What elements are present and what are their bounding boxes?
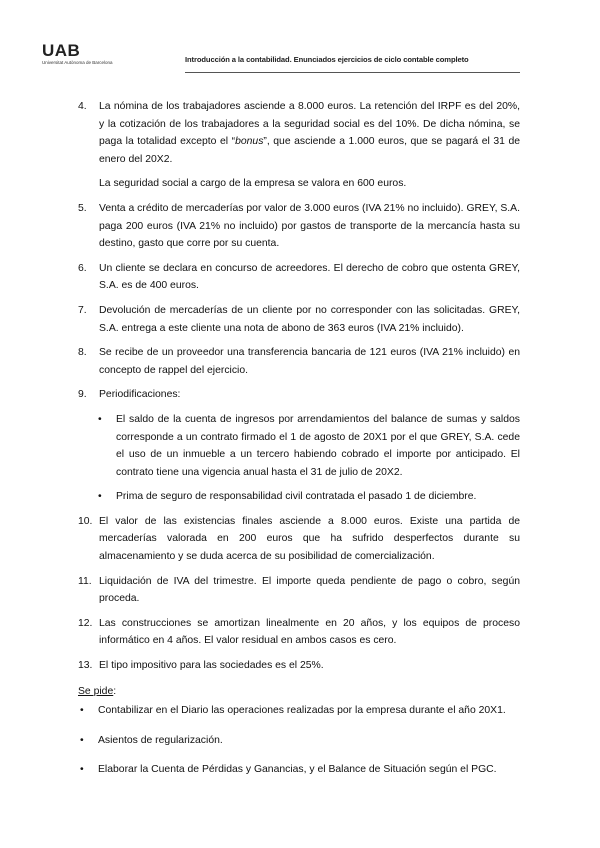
item-text: El valor de las existencias finales asciende a 8.000 euros. Existe una partida de mercaderías valorada en 200 euros que ha sufrido desperfectos durante su almacenamiento y se duda acerca de su posibilidad de comercialización.	[99, 515, 520, 563]
item-text: Devolución de mercaderías de un cliente por no corresponder con las solicitadas. GREY, S.A. entrega a este cliente una nota de abono de 363 euros (IVA 21% incluido).	[99, 304, 520, 334]
item-text: Venta a crédito de mercaderías por valor de 3.000 euros (IVA 21% no incluido). GREY, S.A. paga 200 euros (IVA 21% no incluido) por gastos de transporte de la mercancía hasta su destino, gasto que corre por su cuenta.	[99, 202, 520, 250]
bullet-text: Asientos de regularización.	[98, 734, 223, 746]
list-item	[78, 702, 520, 720]
bullet-text: El saldo de la cuenta de ingresos por arrendamientos del balance de sumas y saldos corresponde a un contrato firmado el 1 de agosto de 20X1 por el que GREY, S.A. cede el uso de un inmueble a un tercero habiendo cobrado el importe por anticipado. El contrato tiene una vigencia anual hasta el 31 de julio de 20X2.	[116, 413, 520, 478]
header-title: Introducción a la contabilidad. Enunciados ejercicios de ciclo contable completo	[185, 55, 469, 64]
item-number: 4.	[78, 101, 87, 112]
item-4-extra: La seguridad social a cargo de la empresa se valora en 600 euros.	[99, 178, 407, 190]
item-12	[78, 615, 520, 650]
item-text: Un cliente se declara en concurso de acreedores. El derecho de cobro que ostenta GREY, S.A. es de 400 euros.	[99, 262, 520, 292]
item-13	[78, 657, 520, 675]
item-text: Se recibe de un proveedor una transferencia bancaria de 121 euros (IVA 21% incluido) en concepto de rappel del ejercicio.	[99, 347, 520, 376]
item-number: 11.	[78, 575, 92, 587]
se-pide-colon: :	[113, 686, 117, 697]
item-10	[78, 513, 520, 566]
item-number: 12.	[78, 617, 93, 629]
item-number: 13.	[78, 660, 93, 672]
item-text: ”, que asciende a 1.000 euros, que se pagará el 31 de enero del 20X2.	[99, 136, 520, 165]
item-11	[78, 573, 520, 608]
item-number: 6.	[78, 262, 87, 274]
item-number: 8.	[78, 347, 87, 359]
bullet-text: Elaborar la Cuenta de Pérdidas y Ganancias, y el Balance de Situación según el PGC.	[98, 764, 497, 776]
item-number: 9.	[78, 389, 87, 401]
bullet-icon: •	[98, 413, 102, 425]
item-6	[78, 260, 520, 295]
list-item	[78, 488, 520, 506]
item-7	[78, 302, 520, 337]
item-text: Periodificaciones:	[99, 389, 181, 401]
item-italic: bonus	[235, 136, 264, 148]
item-text: La nómina de los trabajadores asciende a 8.000 euros. La retención del IRPF es del 20%, y la cotización de los trabajadores a la seguridad social es del 10%. De dicha nómina, se paga la totalidad excepto el “	[99, 101, 520, 148]
item-number: 5.	[78, 202, 87, 214]
uab-logo	[42, 42, 142, 65]
item-text: El tipo impositivo para las sociedades es el 25%.	[99, 660, 324, 672]
list-item	[78, 411, 520, 481]
item-8	[78, 344, 520, 379]
item-9-bullets	[78, 411, 520, 506]
se-pide-list	[78, 702, 520, 779]
item-4	[78, 98, 520, 168]
bullet-icon: •	[80, 734, 84, 746]
exercise-list	[78, 98, 520, 675]
logo-subtitle: Universitat Autònoma de Barcelona	[42, 60, 113, 65]
item-9	[78, 386, 520, 404]
bullet-text: Prima de seguro de responsabilidad civil contratada el pasado 1 de diciembre.	[116, 491, 477, 503]
se-pide-title: Se pide	[78, 686, 114, 697]
list-item	[78, 732, 520, 750]
item-5	[78, 200, 520, 253]
bullet-icon: •	[98, 491, 102, 503]
item-number: 7.	[78, 304, 87, 316]
se-pide-heading	[78, 686, 116, 697]
item-text: Las construcciones se amortizan linealmente en 20 años, y los equipos de proceso informático en 4 años. El valor residual en ambos casos es cero.	[99, 617, 520, 647]
item-text: Liquidación de IVA del trimestre. El importe queda pendiente de pago o cobro, según proceda.	[99, 575, 520, 605]
bullet-icon: •	[80, 764, 84, 776]
bullet-text: Contabilizar en el Diario las operaciones realizadas por la empresa durante el año 20X1.	[98, 705, 506, 716]
item-number: 10.	[78, 515, 93, 527]
list-item	[78, 761, 520, 779]
header-divider	[185, 72, 520, 73]
bullet-icon: •	[80, 705, 84, 716]
logo-mark: UAB	[42, 41, 81, 60]
